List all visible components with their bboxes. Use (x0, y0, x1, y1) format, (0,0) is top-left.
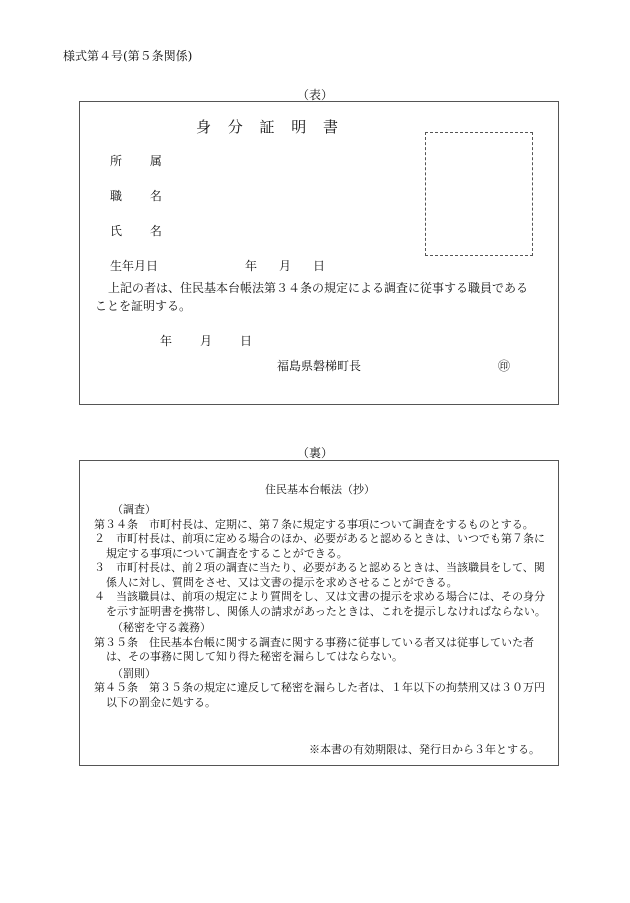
issue-date (160, 332, 280, 349)
heading-confidentiality: （秘密を守る義務） (112, 621, 211, 634)
article-35: 第３５条 住民基本台帳に関する調査に関する事務に従事している者又は従事していた者は、その事務に関して知り得た秘密を漏らしてはならない。 (94, 635, 534, 663)
form-number: 様式第４号(第５条関係) (63, 49, 193, 63)
id-card-front (79, 101, 559, 405)
heading-survey: （調査） (112, 503, 156, 516)
issue-day: 日 (240, 334, 253, 348)
law-body (94, 503, 554, 710)
field-affiliation: 所 属 (110, 154, 174, 168)
issuer: 福島県磐梯町長 (277, 359, 362, 373)
dob-label: 生年月日 (110, 259, 159, 273)
field-name: 氏 名 (110, 224, 174, 238)
validity-note: ※本書の有効期限は、発行日から３年とする。 (309, 743, 540, 756)
article-34: 第３４条 市町村長は、定期に、第７条に規定する事項について調査をするものとする。 (94, 517, 534, 531)
heading-penalty: （罰則） (112, 666, 156, 680)
issue-year: 年 (160, 334, 173, 348)
back-side-label: （裏） (296, 446, 333, 460)
card-title: 身 分 証 明 書 (195, 118, 345, 136)
certification-text: 上記の者は、住民基本台帳法第３４条の規定による調査に従事する職員であることを証明する。 (95, 281, 529, 313)
dob-month: 月 (279, 259, 292, 273)
id-card-back (79, 460, 559, 766)
photo-area (425, 132, 533, 256)
article-45: 第４５条 第３５条の規定に違反して秘密を漏らした者は、１年以下の拘禁刑又は３０万円以下の罰金に処する。 (94, 681, 545, 709)
article-34-4: ４ 当該職員は、前項の規定により質問をし、又は文書の提示を求める場合には、その身分を示す証明書を携帯し、関係人の請求があったときは、これを提示しなければならない。 (94, 590, 546, 618)
dob-year: 年 (245, 259, 258, 273)
front-side-label: （表） (296, 88, 333, 102)
field-position: 職 名 (110, 189, 174, 203)
article-34-3: ３ 市町村長は、前２項の調査に当たり、必要があると認めるときは、当該職員をして、関係人に対し、質問をさせ、又は文書の提示を求めさせることができる。 (94, 561, 545, 589)
issue-month: 月 (200, 334, 213, 348)
seal-mark: ㊞ (498, 359, 511, 373)
article-34-2: ２ 市町村長は、前項に定める場合のほか、必要があると認めるときは、いつでも第７条に規定する事項について調査をすることができる。 (94, 532, 545, 560)
dob-date (245, 257, 347, 274)
dob-day: 日 (313, 259, 326, 273)
law-title: 住民基本台帳法（抄） (265, 483, 375, 496)
